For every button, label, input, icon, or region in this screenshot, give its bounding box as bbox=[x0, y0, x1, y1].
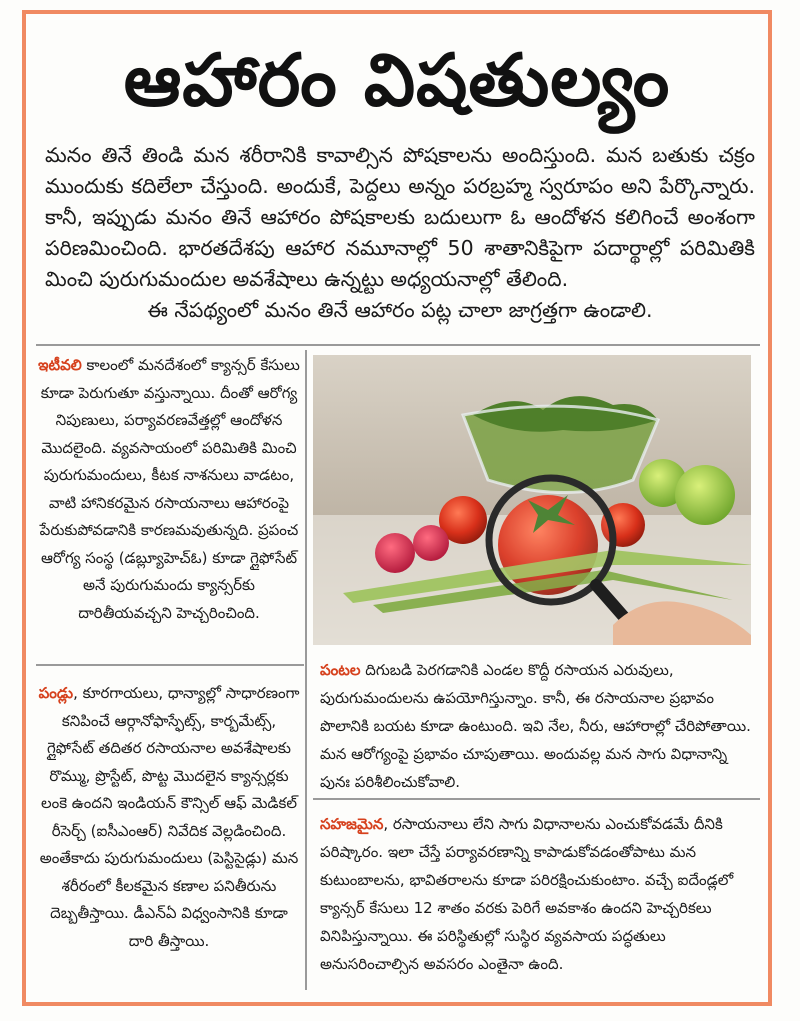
rule-below-intro bbox=[36, 344, 760, 346]
rule-right-divider bbox=[313, 798, 760, 800]
vegetables-magnifier-photo bbox=[313, 355, 751, 645]
section-crops-lead: పంటల bbox=[320, 661, 361, 679]
headline: ఆహారం విషతుల్యం bbox=[123, 38, 671, 122]
section-recent-text: కాలంలో మనదేశంలో క్యాన్సర్ కేసులు కూడా పెరుగుతూ వస్తున్నాయి. దీంతో ఆరోగ్య నిపుణులు, పర్యావరణవేత్తల్లో ఆందోళన మొదలైంది. వ్యవసాయంలో పరిమితికి మించి పురుగుమందులు, కీటక నాశనులు వాడటం, వాటి హానికరమైన రసాయనాలు ఆహారంపై పేరుకుపోవడానికి కారణమవుతున్నది. ప్రపంచ ఆరోగ్య సంస్థ (డబ్ల్యూహెచ్ఓ) కూడా గ్లైఫోసేట్ అనే పురుగుమందు క్యాన్సర్‌కు దారితీయవచ్చని హెచ్చరించింది. bbox=[39, 356, 300, 622]
intro-paragraph bbox=[45, 140, 755, 326]
section-fruits bbox=[38, 680, 300, 955]
section-natural-text: , రసాయనాలు లేని సాగు విధానాలను ఎంచుకోవడమే దీనికి పరిష్కారం. ఇలా చేస్తే పర్యావరణాన్ని కాపాడుకోవడంతోపాటు మన కుటుంబాలను, భావితరాలను కూడా పరిరక్షించుకుంటాం. వచ్చే ఐదేండ్లలో క్యాన్సర్ కేసులు 12 శాతం వరకు పెరిగే అవకాశం ఉందని హెచ్చరికలు వినిపిస్తున్నాయి. ఈ పరిస్థితుల్లో సుస్థిర వ్యవసాయ పద్ధతులు అనుసరించాల్సిన అవసరం ఎంతైనా ఉంది. bbox=[320, 815, 734, 973]
intro-closing: ఈ నేపథ్యంలో మనం తినే ఆహారం పట్ల చాలా జాగ్రత్తగా ఉండాలి. bbox=[147, 298, 653, 322]
rule-left-divider bbox=[36, 664, 304, 666]
column-rule bbox=[305, 350, 307, 990]
intro-body: మనం తినే తిండి మన శరీరానికి కావాల్సిన పోషకాలను అందిస్తుంది. మన బతుకు చక్రం ముందుకు కదిలేలా చేస్తుంది. అందుకే, పెద్దలు అన్నం పరబ్రహ్మ స్వరూపం అని పేర్కొన్నారు. కానీ, ఇప్పుడు మనం తినే ఆహారం పోషకాలకు బదులుగా ఓ ఆందోళన కలిగించే అంశంగా పరిణమించింది. భారతదేశపు ఆహార నమూనాల్లో 50 శాతానికిపైగా పదార్థాల్లో పరిమితికి మించి పురుగుమందుల అవశేషాలు ఉన్నట్టు అధ్యయనాల్లో తేలింది. bbox=[45, 143, 755, 291]
section-crops-text: దిగుబడి పెరగడానికి ఎండల కొద్దీ రసాయన ఎరువులు, పురుగుమందులను ఉపయోగిస్తున్నాం. కానీ, ఈ రసాయనాల ప్రభావం పొలానికి బయట కూడా ఉంటుంది. ఇవి నేల, నీరు, ఆహారాల్లో చేరిపోతాయి. మన ఆరోగ్యంపై ప్రభావం చూపుతాయి. అందువల్ల మన సాగు విధానాన్ని పునః పరిశీలించుకోవాలి. bbox=[320, 661, 751, 791]
section-recent-lead: ఇటీవలి bbox=[38, 356, 82, 374]
section-natural bbox=[320, 810, 760, 978]
section-natural-lead: సహజమైన bbox=[320, 815, 384, 833]
section-recent bbox=[38, 352, 300, 627]
section-fruits-lead: పండ్లు bbox=[38, 684, 74, 702]
section-crops bbox=[320, 656, 760, 796]
section-fruits-text: , కూరగాయలు, ధాన్యాల్లో సాధారణంగా కనిపించే ఆర్గానోఫాస్ఫేట్స్, కార్బమేట్స్, గ్లైఫోసేట్ తదితర రసాయనాల అవశేషాలకు రొమ్ము, ప్రొస్టేట్, పొట్ట మొదలైన క్యాన్సర్లకు లంకె ఉందని ఇండియన్ కౌన్సిల్ ఆఫ్ మెడికల్ రీసెర్చ్ (ఐసీఎంఆర్) నివేదిక వెల్లడించింది. అంతేకాదు పురుగుమందులు (పెస్టిసైడ్లు) మన శరీరంలో కీలకమైన కణాల పనితీరును దెబ్బతీస్తాయి. డీఎన్ఏ విధ్వంసానికి కూడా దారి తీస్తాయి. bbox=[39, 684, 300, 950]
